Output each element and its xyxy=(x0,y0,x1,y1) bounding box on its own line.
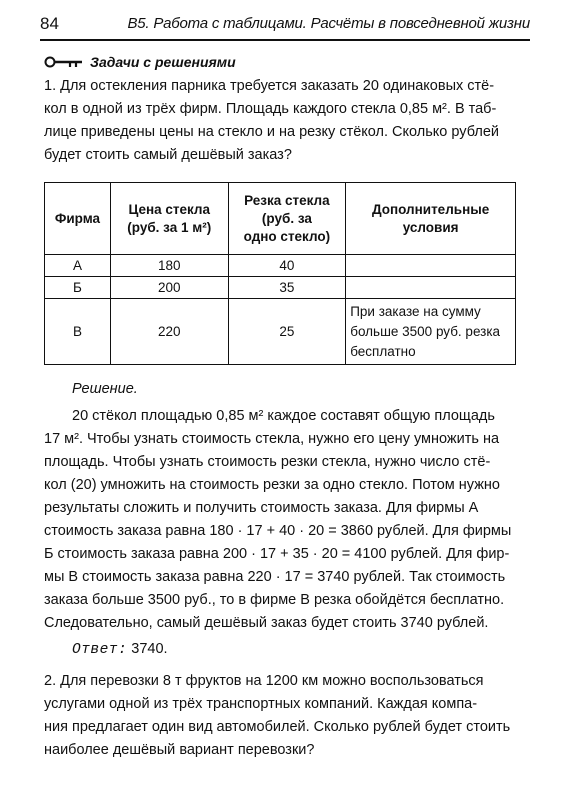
solution-line: площадь. Чтобы узнать стоимость резки стекла, нужно число стё- xyxy=(44,454,491,470)
header-glass-price: Цена стекла (руб. за 1 м²) xyxy=(110,183,228,255)
section-title: Задачи с решениями xyxy=(90,54,236,70)
cell-cut: 25 xyxy=(228,299,346,365)
cell-cut: 35 xyxy=(228,277,346,299)
problem-1-line: 1. Для остекления парника требуется заказать 20 одинаковых стё- xyxy=(44,78,495,94)
problem-1-line: лице приведены цены на стекло и на резку стёкол. Сколько рублей xyxy=(44,124,499,140)
solution-text xyxy=(44,405,530,635)
cell-price: 180 xyxy=(110,255,228,277)
problem-2-line: ния предлагает один вид автомобилей. Сколько рублей будет стоить xyxy=(44,719,511,735)
cell-firm: В xyxy=(45,299,111,365)
problem-1-line: кол в одной из трёх фирм. Площадь каждого стекла 0,85 м². В таб- xyxy=(44,101,497,117)
solution-label: Решение. xyxy=(72,381,138,397)
cell-note xyxy=(346,277,516,299)
cell-note: При заказе на сумму больше 3500 руб. резка бесплатно xyxy=(346,299,516,365)
answer-value: 3740. xyxy=(131,641,168,657)
chapter-title: В5. Работа с таблицами. Расчёты в повседневной жизни xyxy=(127,15,530,32)
key-icon xyxy=(44,55,84,69)
table-row xyxy=(45,299,516,365)
solution-line: мы В стоимость заказа равна 220 · 17 = 3740 рублей. Так стоимость xyxy=(44,569,506,585)
problem-2-line: услугами одной из трёх транспортных компаний. Каждая компа- xyxy=(44,696,478,712)
header-firm: Фирма xyxy=(45,183,111,255)
solution-line: Следовательно, самый дешёвый заказ будет стоить 3740 рублей. xyxy=(44,615,489,631)
table-row xyxy=(45,277,516,299)
solution-line: заказа больше 3500 руб., то в фирме В резка обойдётся бесплатно. xyxy=(44,592,505,608)
solution-line: кол (20) умножить на стоимость резки за одно стекло. Потом нужно xyxy=(44,477,500,493)
cell-cut: 40 xyxy=(228,255,346,277)
page-number: 84 xyxy=(40,14,59,33)
problem-2-line: 2. Для перевозки 8 т фруктов на 1200 км можно воспользоваться xyxy=(44,673,484,689)
cell-firm: А xyxy=(45,255,111,277)
table-row xyxy=(45,255,516,277)
header-rule xyxy=(40,39,530,41)
answer-label: Ответ: xyxy=(72,642,128,658)
problem-2 xyxy=(44,670,530,762)
solution-line: 17 м². Чтобы узнать стоимость стекла, нужно его цену умножить на xyxy=(44,431,500,447)
header-cutting: Резка стекла (руб. за одно стекло) xyxy=(228,183,346,255)
solution-line: Б стоимость заказа равна 200 · 17 + 35 · 20 = 4100 рублей. Для фир- xyxy=(44,546,510,562)
problem-1 xyxy=(44,75,530,167)
solution-line: стоимость заказа равна 180 · 17 + 40 · 20 = 3860 рублей. Для фирмы xyxy=(44,523,512,539)
cell-price: 220 xyxy=(110,299,228,365)
cell-firm: Б xyxy=(45,277,111,299)
price-table xyxy=(44,182,516,365)
cell-note xyxy=(346,255,516,277)
table-header-row xyxy=(45,183,516,255)
header-conditions: Дополнительные условия xyxy=(346,183,516,255)
problem-2-line: наиболее дешёвый вариант перевозки? xyxy=(44,742,315,758)
cell-price: 200 xyxy=(110,277,228,299)
solution-line: результаты сложить и получить стоимость заказа. Для фирмы А xyxy=(44,500,479,516)
page-header xyxy=(40,12,530,38)
section-heading xyxy=(44,54,236,70)
answer xyxy=(72,641,168,658)
solution-line: 20 стёкол площадью 0,85 м² каждое составят общую площадь xyxy=(72,408,495,424)
problem-1-line: будет стоить самый дешёвый заказ? xyxy=(44,147,292,163)
